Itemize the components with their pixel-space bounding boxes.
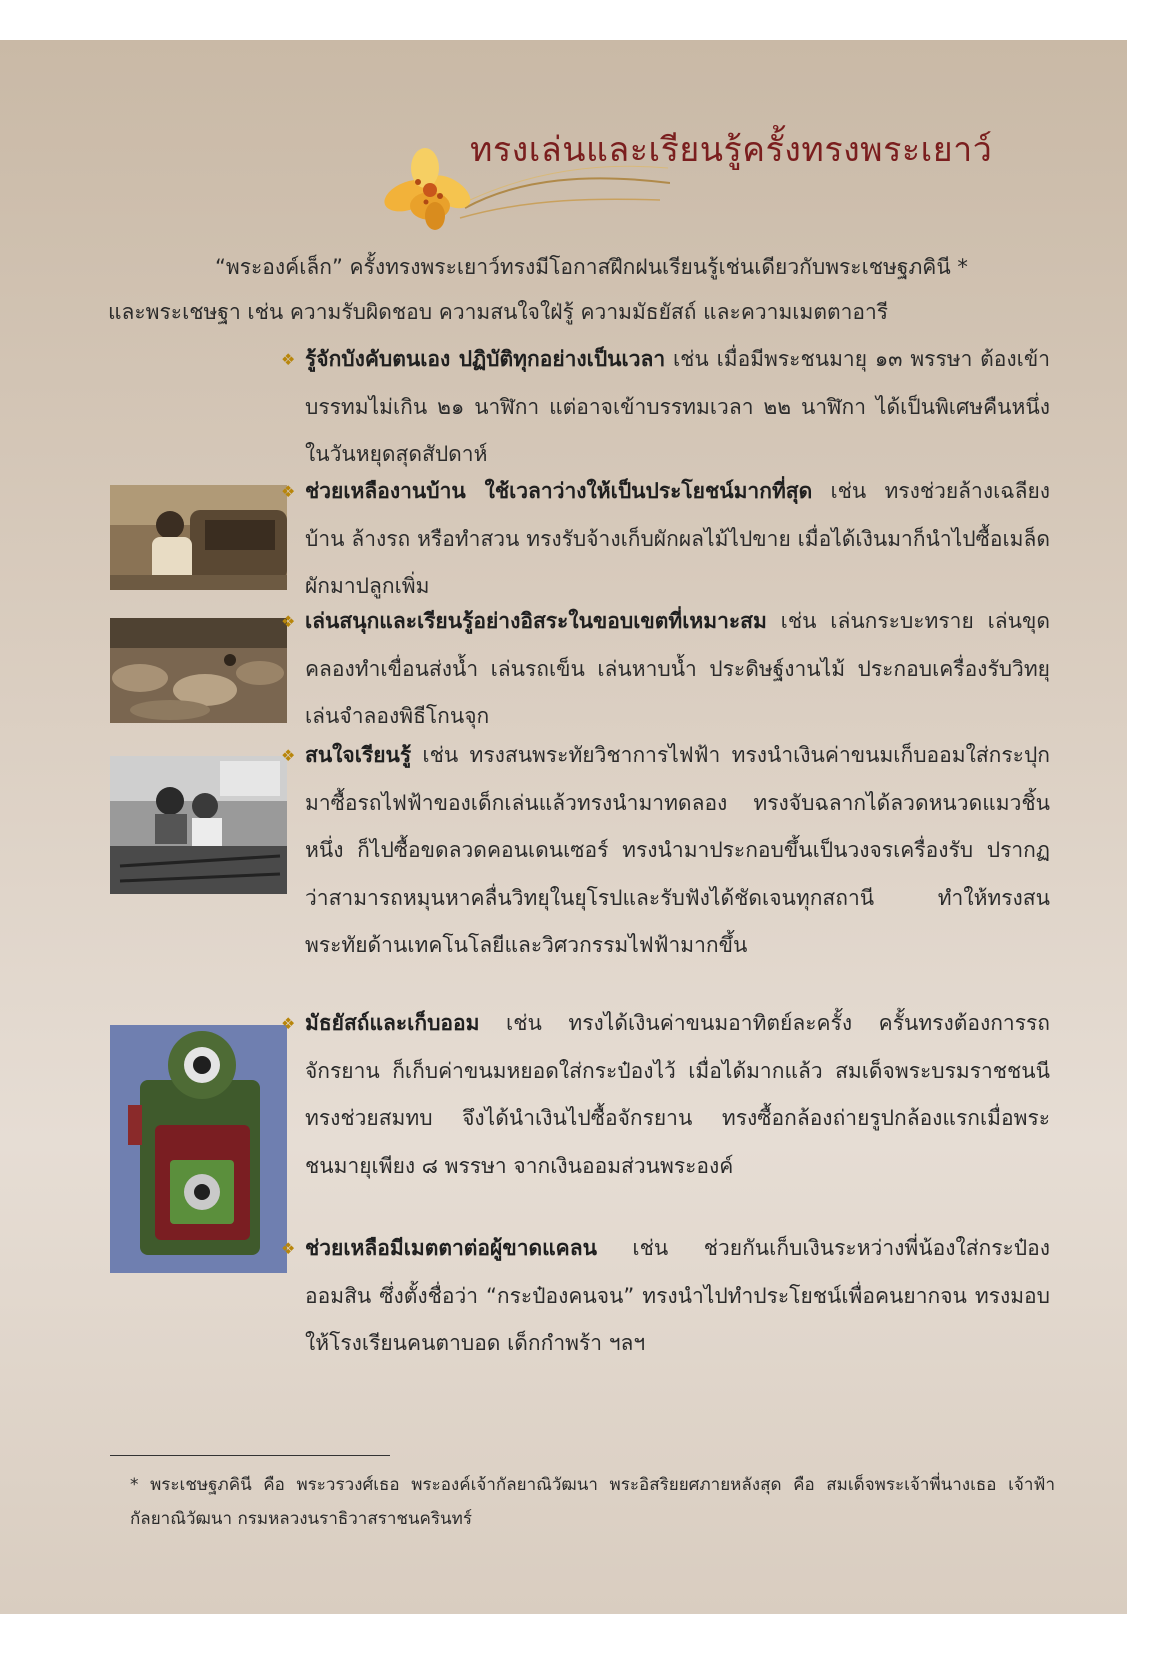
bullet-icon: ❖ [281, 1014, 296, 1033]
footnote: * พระเชษฐภคินี คือ พระวรวงศ์เธอ พระองค์เจ้ากัลยาณิวัฒนา พระอิสริยยศภายหลังสุด คือ สมเด็จพระเจ้าพี่นางเธอ เจ้าฟ้ากัลยาณิวัฒนา กรมหลวงนราธิวาสราชนครินทร์ [130, 1475, 1055, 1529]
item-heading: ช่วยเหลืองานบ้าน ใช้เวลาว่างให้เป็นประโยชน์มากที่สุด [305, 479, 813, 503]
bullet-icon: ❖ [281, 482, 296, 501]
list-item [281, 1000, 1050, 1190]
intro-paragraph [108, 245, 1058, 335]
item-text: เช่น ช่วยกันเก็บเงินระหว่างพี่น้องใส่กระป๋องออมสิน ซึ่งตั้งชื่อว่า “กระป๋องคนจน” ทรงนำไปทำประโยชน์เพื่อคนยากจน ทรงมอบให้โรงเรียนคนตาบอด เด็กกำพร้า ฯลฯ [305, 1236, 1050, 1355]
list-item [281, 1225, 1050, 1368]
photo-vintage-camera [110, 1025, 287, 1273]
list-item [281, 336, 1051, 479]
item-text: เช่น เมื่อมีพระชนมายุ ๑๓ พรรษา ต้องเข้าบรรทมไม่เกิน ๒๑ นาฬิกา แต่อาจเข้าบรรทมเวลา ๒๒ นาฬิกา ได้เป็นพิเศษคืนหนึ่งในวันหยุดสุดสัปดาห์ [305, 347, 1051, 466]
intro-line-2: และพระเชษฐา เช่น ความรับผิดชอบ ความสนใจใฝ่รู้ ความมัธยัสถ์ และความเมตตาอารี [108, 300, 889, 324]
item-heading: สนใจเรียนรู้ [305, 743, 412, 767]
photo-children-with-model-train [110, 756, 287, 894]
photo-children-playing-outdoors [110, 618, 287, 723]
item-text: เช่น ทรงสนพระทัยวิชาการไฟฟ้า ทรงนำเงินค่าขนมเก็บออมใส่กระปุกมาซื้อรถไฟฟ้าของเด็กเล่นแล้วทรงนำมาทดลอง ทรงจับฉลากได้ลวดหนวดแมวชิ้นหนึ่ง ก็ไปซื้อขดลวดคอนเดนเซอร์ ทรงนำมาประกอบขึ้นเป็นวงจรเครื่องรับ ปรากฏว่าสามารถหมุนหาคลื่นวิทยุในยุโรปและรับฟังได้ชัดเจนทุกสถานี ทำให้ทรงสนพระทัยด้านเทคโนโลยีและวิศวกรรมไฟฟ้ามากขึ้น [305, 743, 1050, 957]
bullet-icon: ❖ [281, 350, 296, 369]
list-item [281, 732, 1050, 970]
page-title: ทรงเล่นและเรียนรู้ครั้งทรงพระเยาว์ [470, 130, 993, 170]
item-heading: เล่นสนุกและเรียนรู้อย่างอิสระในขอบเขตที่เหมาะสม [305, 609, 767, 633]
footnote-divider [110, 1455, 390, 1456]
item-heading: มัธยัสถ์และเก็บออม [305, 1011, 480, 1035]
item-heading: รู้จักบังคับตนเอง ปฏิบัติทุกอย่างเป็นเวลา [305, 347, 666, 371]
list-item [281, 468, 1050, 611]
bullet-icon: ❖ [281, 1239, 296, 1258]
intro-line-1: “พระองค์เล็ก” ครั้งทรงพระเยาว์ทรงมีโอกาสฝึกฝนเรียนรู้เช่นเดียวกับพระเชษฐภคินี * [215, 255, 968, 279]
bullet-icon: ❖ [281, 612, 296, 631]
item-heading: ช่วยเหลือมีเมตตาต่อผู้ขาดแคลน [305, 1236, 597, 1260]
item-text: เช่น เล่นกระบะทราย เล่นขุดคลองทำเขื่อนส่งน้ำ เล่นรถเข็น เล่นหาบน้ำ ประดิษฐ์งานไม้ ประกอบเครื่องรับวิทยุ เล่นจำลองพิธีโกนจุก [305, 609, 1050, 728]
bullet-icon: ❖ [281, 746, 296, 765]
photo-boy-washing-car [110, 485, 287, 590]
item-text: เช่น ทรงได้เงินค่าขนมอาทิตย์ละครั้ง ครั้นทรงต้องการรถจักรยาน ก็เก็บค่าขนมหยอดใส่กระป๋องไว้ เมื่อได้มากแล้ว สมเด็จพระบรมราชชนนีทรงช่วยสมทบ จึงได้นำเงินไปซื้อจักรยาน ทรงซื้อกล้องถ่ายรูปกล้องแรกเมื่อพระชนมายุเพียง ๘ พรรษา จากเงินออมส่วนพระองค์ [305, 1011, 1050, 1178]
item-text: เช่น ทรงช่วยล้างเฉลียงบ้าน ล้างรถ หรือทำสวน ทรงรับจ้างเก็บผักผลไม้ไปขาย เมื่อได้เงินมาก็นำไปซื้อเมล็ดผักมาปลูกเพิ่ม [305, 479, 1050, 598]
list-item [281, 598, 1050, 741]
